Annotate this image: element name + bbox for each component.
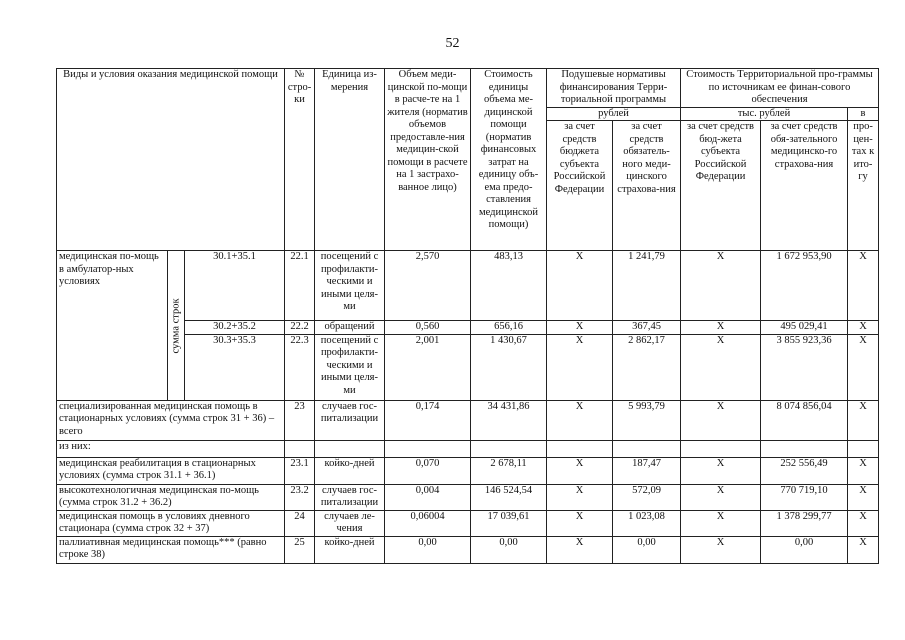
row-label: высокотехнологичная медицинская по-мощь (сумма строк 31.2 + 36.2) [57, 484, 285, 510]
row-volume: 0,00 [385, 536, 471, 563]
table-row [57, 251, 879, 321]
row-volume: 0,560 [385, 321, 471, 335]
header-percent: про-цен-тах к ито-гу [848, 121, 879, 251]
row-volume: 0,004 [385, 484, 471, 510]
table-row [57, 440, 879, 457]
header-types: Виды и условия оказания медицинской помощи [57, 69, 285, 251]
row-norm-oms: 367,45 [613, 321, 681, 335]
row-cost-oms: 1 672 953,90 [761, 251, 848, 321]
row-cost: 483,13 [471, 251, 547, 321]
header-percent-top: в [848, 107, 879, 121]
row-formula: 30.1+35.1 [185, 251, 285, 321]
row-volume: 0,070 [385, 457, 471, 484]
header-cost-unit: тыс. рублей [681, 107, 848, 121]
row-volume: 2,570 [385, 251, 471, 321]
outpatient-label: медицинская по-мощь в амбулатор-ных условиях [57, 251, 168, 401]
row-unit: посещений с профилакти-ческими и иными целя-ми [315, 251, 385, 321]
row-cost-oms [761, 440, 848, 457]
header-norm-oms: за счет средств обязатель-ного меди-цинского страхова-ния [613, 121, 681, 251]
row-percent: Х [848, 251, 879, 321]
row-formula: 30.3+35.3 [185, 334, 285, 400]
header-cost-budget: за счет средств бюд-жета субъекта Российской Федерации [681, 121, 761, 251]
row-unit: койко-дней [315, 536, 385, 563]
header-row-no: № стро-ки [285, 69, 315, 251]
row-cost-budget: Х [681, 536, 761, 563]
row-percent: Х [848, 536, 879, 563]
row-cost-oms: 1 378 299,77 [761, 510, 848, 536]
row-norm-oms: 0,00 [613, 536, 681, 563]
row-norm-budget: Х [547, 536, 613, 563]
row-no: 23.1 [285, 457, 315, 484]
row-cost-budget: Х [681, 251, 761, 321]
row-norm-budget: Х [547, 457, 613, 484]
row-norm-budget: Х [547, 334, 613, 400]
row-norm-budget: Х [547, 321, 613, 335]
header-cost: Стоимость единицы объема ме-дицинской помощи (норматив финансовых затрат на единицу объ-ема предо-ставления медицинской помощи) [471, 69, 547, 251]
row-percent: Х [848, 510, 879, 536]
header-unit: Единица из-мерения [315, 69, 385, 251]
row-label: специализированная медицинская помощь в стационарных условиях (сумма строк 31 + 36) – всего [57, 400, 285, 440]
row-volume [385, 440, 471, 457]
row-cost [471, 440, 547, 457]
row-no: 22.1 [285, 251, 315, 321]
row-cost: 656,16 [471, 321, 547, 335]
row-cost: 17 039,61 [471, 510, 547, 536]
row-cost: 1 430,67 [471, 334, 547, 400]
row-cost-budget: Х [681, 484, 761, 510]
row-cost-oms: 495 029,41 [761, 321, 848, 335]
row-volume: 0,06004 [385, 510, 471, 536]
table-row [57, 457, 879, 484]
row-cost-oms: 3 855 923,36 [761, 334, 848, 400]
header-volume: Объем меди-цинской по-мощи в расче-те на 1 жителя (норматив объемов предоставле-ния медицин-ской помощи в расчете на 1 застрахо-ванное лицо) [385, 69, 471, 251]
row-cost: 146 524,54 [471, 484, 547, 510]
row-cost-oms: 8 074 856,04 [761, 400, 848, 440]
row-norm-oms: 187,47 [613, 457, 681, 484]
row-cost: 34 431,86 [471, 400, 547, 440]
row-percent: Х [848, 334, 879, 400]
table-row [57, 536, 879, 563]
row-cost-oms: 252 556,49 [761, 457, 848, 484]
row-norm-budget [547, 440, 613, 457]
row-unit: койко-дней [315, 457, 385, 484]
financing-table [56, 68, 879, 564]
row-norm-oms [613, 440, 681, 457]
row-no: 23.2 [285, 484, 315, 510]
row-cost-oms: 0,00 [761, 536, 848, 563]
row-norm-budget: Х [547, 251, 613, 321]
row-cost-budget: Х [681, 321, 761, 335]
row-unit: посещений с профилакти-ческими и иными целя-ми [315, 334, 385, 400]
row-cost-budget: Х [681, 334, 761, 400]
row-no: 25 [285, 536, 315, 563]
row-norm-budget: Х [547, 484, 613, 510]
row-norm-budget: Х [547, 400, 613, 440]
header-group-cost: Стоимость Территориальной про-граммы по источникам ее финан-сового обеспечения [681, 69, 879, 108]
row-unit: случаев гос-питализации [315, 400, 385, 440]
row-no: 24 [285, 510, 315, 536]
row-percent [848, 440, 879, 457]
header-cost-oms: за счет средств обя-зательного медицинско-го страхова-ния [761, 121, 848, 251]
row-norm-oms: 572,09 [613, 484, 681, 510]
row-percent: Х [848, 484, 879, 510]
outpatient-vertical-label: сумма строк [168, 251, 185, 401]
row-norm-oms: 2 862,17 [613, 334, 681, 400]
row-no: 22.2 [285, 321, 315, 335]
row-volume: 2,001 [385, 334, 471, 400]
row-norm-budget: Х [547, 510, 613, 536]
header-group-norms: Подушевые нормативы финансирования Терри-ториальной программы [547, 69, 681, 108]
row-volume: 0,174 [385, 400, 471, 440]
row-unit: случаев гос-питализации [315, 484, 385, 510]
row-percent: Х [848, 457, 879, 484]
row-cost: 0,00 [471, 536, 547, 563]
table-row [57, 400, 879, 440]
table-row [57, 510, 879, 536]
row-unit: обращений [315, 321, 385, 335]
row-percent: Х [848, 400, 879, 440]
row-cost-budget: Х [681, 457, 761, 484]
row-unit [315, 440, 385, 457]
row-label: медицинская помощь в условиях дневного стационара (сумма строк 32 + 37) [57, 510, 285, 536]
row-no: 23 [285, 400, 315, 440]
row-norm-oms: 5 993,79 [613, 400, 681, 440]
row-cost-budget [681, 440, 761, 457]
row-norm-oms: 1 241,79 [613, 251, 681, 321]
header-norm-budget: за счет средств бюджета субъекта Российской Федерации [547, 121, 613, 251]
row-cost-budget: Х [681, 400, 761, 440]
row-formula: 30.2+35.2 [185, 321, 285, 335]
row-percent: Х [848, 321, 879, 335]
row-label: медицинская реабилитация в стационарных условиях (сумма строк 31.1 + 36.1) [57, 457, 285, 484]
row-norm-oms: 1 023,08 [613, 510, 681, 536]
row-cost: 2 678,11 [471, 457, 547, 484]
row-unit: случаев ле-чения [315, 510, 385, 536]
row-cost-oms: 770 719,10 [761, 484, 848, 510]
row-label: паллиативная медицинская помощь*** (равно строке 38) [57, 536, 285, 563]
row-no [285, 440, 315, 457]
row-label: из них: [57, 440, 285, 457]
header-norms-unit: рублей [547, 107, 681, 121]
row-cost-budget: Х [681, 510, 761, 536]
table-row [57, 484, 879, 510]
row-no: 22.3 [285, 334, 315, 400]
page-number: 52 [445, 36, 460, 51]
